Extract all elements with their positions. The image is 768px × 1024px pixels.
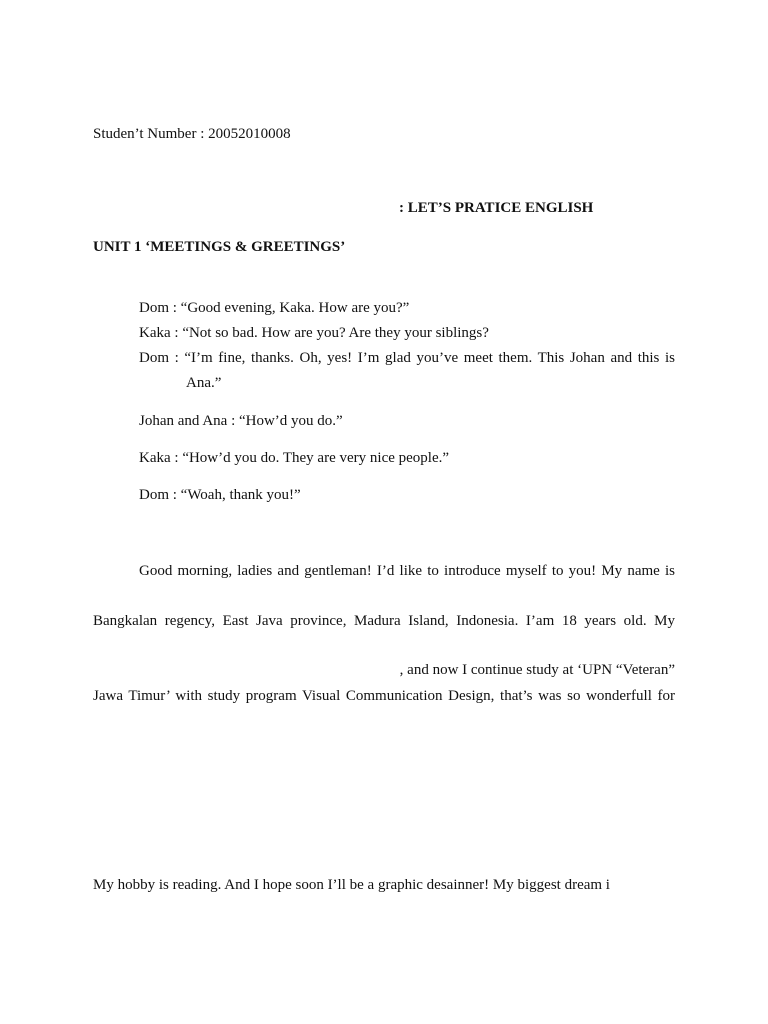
- student-number: Studen’t Number : 20052010008: [93, 126, 291, 142]
- paragraph-line: Jawa Timur’ with study program Visual Communication Design, that’s was so wonderfull for: [93, 688, 675, 704]
- paragraph-line: My hobby is reading. And I hope soon I’ll be a graphic desainner! My biggest dream i: [93, 877, 610, 893]
- dialogue-line: Dom : “I’m fine, thanks. Oh, yes! I’m glad you’ve meet them. This Johan and this is: [139, 350, 675, 366]
- paragraph-line: , and now I continue study at ‘UPN “Veteran”: [399, 662, 675, 678]
- dialogue-line: Kaka : “How’d you do. They are very nice people.”: [139, 450, 450, 466]
- dialogue-line: Dom : “Woah, thank you!”: [139, 487, 301, 503]
- paragraph-line: Good morning, ladies and gentleman! I’d like to introduce myself to you! My name is: [139, 563, 675, 579]
- dialogue-line: Johan and Ana : “How’d you do.”: [139, 413, 343, 429]
- dialogue-line: Dom : “Good evening, Kaka. How are you?”: [139, 300, 410, 316]
- dialogue-line-continued: Ana.”: [186, 375, 222, 391]
- dialogue-line: Kaka : “Not so bad. How are you? Are they your siblings?: [139, 325, 489, 341]
- course-title: : LET’S PRATICE ENGLISH: [399, 200, 594, 216]
- unit-heading: UNIT 1 ‘MEETINGS & GREETINGS’: [93, 239, 346, 255]
- paragraph-line: Bangkalan regency, East Java province, Madura Island, Indonesia. I’am 18 years old. My: [93, 613, 675, 629]
